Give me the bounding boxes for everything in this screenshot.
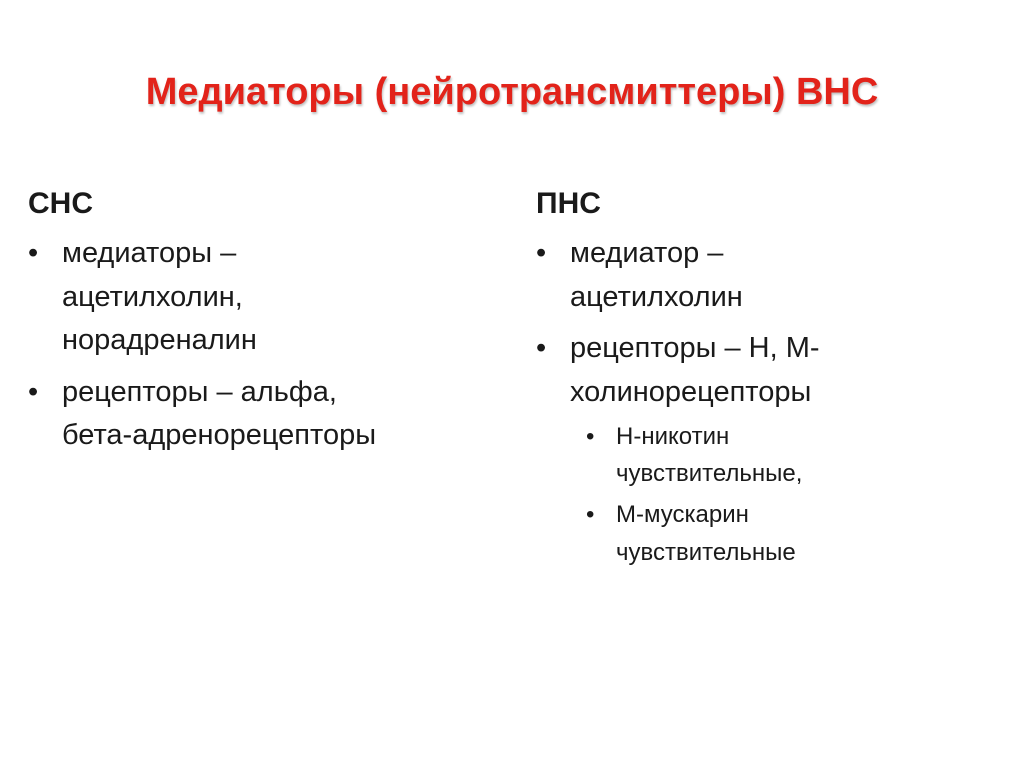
sns-mediators-item bbox=[28, 232, 488, 363]
list-item-line: бета-адренорецепторы bbox=[62, 419, 377, 451]
sns-receptors-item bbox=[28, 371, 488, 458]
pns-list bbox=[536, 232, 996, 571]
list-item-line: чувствительные bbox=[616, 538, 796, 566]
pns-heading: ПНС bbox=[536, 187, 601, 220]
sns-column bbox=[28, 186, 488, 466]
list-item-line: ацетилхолин, bbox=[62, 280, 243, 313]
list-item-line: норадреналин bbox=[62, 324, 257, 356]
muscarinic-subitem bbox=[570, 496, 996, 570]
list-item-line: • рецепторы – Н, М- bbox=[570, 332, 820, 364]
list-item-line: • Н-никотин bbox=[616, 423, 730, 450]
pns-receptor-sublist bbox=[570, 418, 996, 571]
list-item-line: • рецепторы – альфа, bbox=[62, 375, 337, 408]
sns-heading: СНС bbox=[28, 187, 93, 220]
list-item-line: • медиатор – bbox=[570, 237, 724, 269]
sns-list bbox=[28, 232, 488, 458]
list-item-line: • М-мускарин bbox=[616, 501, 749, 529]
pns-mediator-item bbox=[536, 232, 996, 319]
list-item-line: ацетилхолин bbox=[570, 280, 743, 313]
pns-column bbox=[536, 186, 996, 579]
list-item-line: холинорецепторы bbox=[570, 375, 812, 408]
nicotinic-subitem bbox=[570, 418, 996, 492]
list-item-line: чувствительные, bbox=[616, 460, 803, 488]
pns-receptors-item bbox=[536, 327, 996, 571]
slide-title: Медиаторы (нейротрансмиттеры) ВНС bbox=[145, 71, 879, 113]
list-item-line: • медиаторы – bbox=[62, 237, 237, 269]
